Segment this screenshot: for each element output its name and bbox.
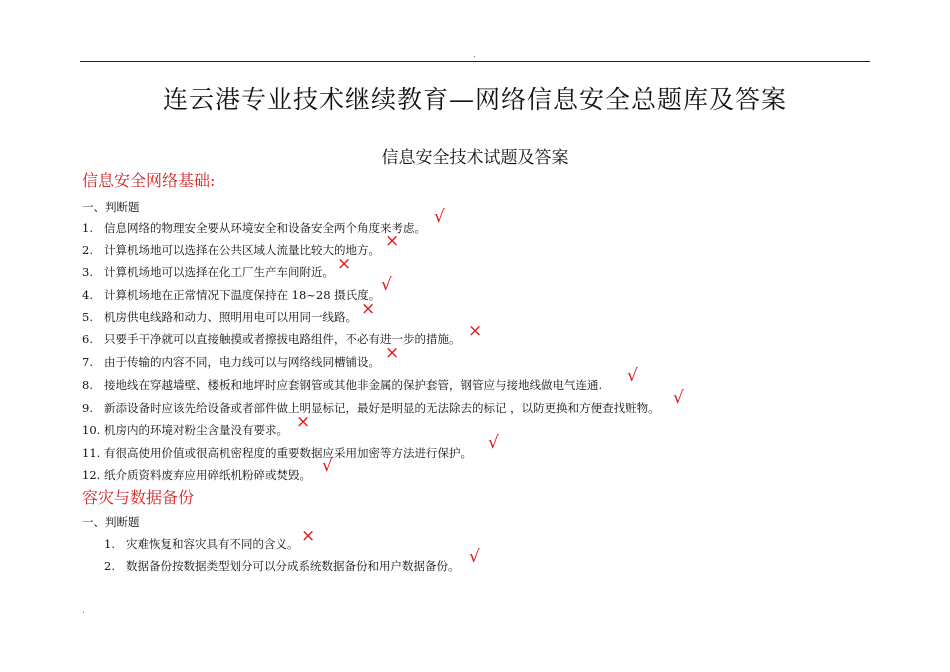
question-text: 接地线在穿越墙壁、楼板和地坪时应套钢管或其他非金属的保护套管，钢管应与接地线做电气连通. xyxy=(104,378,603,392)
question-text: 新添设备时应该先给设备或者部件做上明显标记，最好是明显的无法除去的标记 ，以防更换和方便查找赃物。 xyxy=(104,401,660,415)
check-mark-icon: √ xyxy=(673,388,684,408)
check-mark-icon: √ xyxy=(488,433,499,453)
question-item xyxy=(82,422,288,438)
cross-mark-icon: × xyxy=(337,254,352,274)
question-text: 灾难恢复和容灾具有不同的含义。 xyxy=(126,537,299,551)
question-text: 由于传输的内容不同，电力线可以与网络线同槽铺设。 xyxy=(104,355,380,369)
document-title: 连云港专业技术继续教育—网络信息安全总题库及答案 xyxy=(162,85,787,114)
question-text: 计算机场地可以选择在公共区域人流量比较大的地方。 xyxy=(104,243,380,257)
question-number: 8. xyxy=(82,378,93,392)
section-heading-disaster-recovery: 容灾与数据备份 xyxy=(82,488,195,507)
cross-mark-icon: × xyxy=(468,321,483,341)
header-dot: . xyxy=(473,50,476,60)
check-mark-icon: √ xyxy=(381,275,392,295)
section2-question-type: 一、判断题 xyxy=(82,515,140,529)
question-item xyxy=(82,220,426,236)
question-number: 9. xyxy=(82,401,93,415)
question-item xyxy=(82,400,660,416)
question-item xyxy=(82,354,380,370)
question-text: 只要手干净就可以直接触摸或者擦拔电路组件，不必有进一步的措施。 xyxy=(104,332,461,346)
question-number: 12. xyxy=(82,468,101,482)
question-text: 机房内的环境对粉尘含量没有要求。 xyxy=(104,423,288,437)
cross-mark-icon: × xyxy=(385,231,400,251)
question-number: 3. xyxy=(82,265,93,279)
check-mark-icon: √ xyxy=(469,547,480,567)
cross-mark-icon: × xyxy=(361,299,376,319)
cross-mark-icon: × xyxy=(296,412,311,432)
question-number: 11. xyxy=(82,446,101,460)
section-heading-network-basics: 信息安全网络基础: xyxy=(82,171,216,190)
question-text: 纸介质资料废弃应用碎纸机粉碎或焚毁。 xyxy=(104,468,311,482)
question-item xyxy=(82,445,472,461)
question-number: 2. xyxy=(82,243,93,257)
question-item xyxy=(82,467,311,483)
question-text: 计算机场地在正常情况下温度保持在 18~28 摄氏度。 xyxy=(104,288,381,302)
footer-dot: . xyxy=(82,606,85,616)
question-number: 1. xyxy=(104,537,115,551)
question-text: 有很高使用价值或很高机密程度的重要数据应采用加密等方法进行保护。 xyxy=(104,446,472,460)
question-number: 1. xyxy=(82,221,93,235)
cross-mark-icon: × xyxy=(301,526,316,546)
question-text: 机房供电线路和动力、照明用电可以用同一线路。 xyxy=(104,310,357,324)
check-mark-icon: √ xyxy=(434,207,445,227)
question-number: 5. xyxy=(82,310,93,324)
question-item xyxy=(82,242,380,258)
question-number: 6. xyxy=(82,332,93,346)
question-item xyxy=(104,558,460,574)
question-text: 信息网络的物理安全要从环境安全和设备安全两个角度来考虑。 xyxy=(104,221,426,235)
section1-question-type: 一、判断题 xyxy=(82,200,140,214)
check-mark-icon: √ xyxy=(627,366,638,386)
question-text: 计算机场地可以选择在化工厂生产车间附近。 xyxy=(104,265,334,279)
document-subtitle: 信息安全技术试题及答案 xyxy=(381,148,569,168)
question-item xyxy=(82,309,357,325)
question-item xyxy=(104,536,299,552)
header-rule xyxy=(80,61,870,62)
check-mark-icon: √ xyxy=(322,456,333,476)
question-text: 数据备份按数据类型划分可以分成系统数据备份和用户数据备份。 xyxy=(126,559,460,573)
cross-mark-icon: × xyxy=(385,343,400,363)
question-number: 7. xyxy=(82,355,93,369)
question-item xyxy=(82,287,380,303)
question-number: 4. xyxy=(82,288,93,302)
question-item xyxy=(82,377,602,393)
question-item xyxy=(82,331,461,347)
question-number: 10. xyxy=(82,423,101,437)
question-number: 2. xyxy=(104,559,115,573)
question-item xyxy=(82,264,334,280)
